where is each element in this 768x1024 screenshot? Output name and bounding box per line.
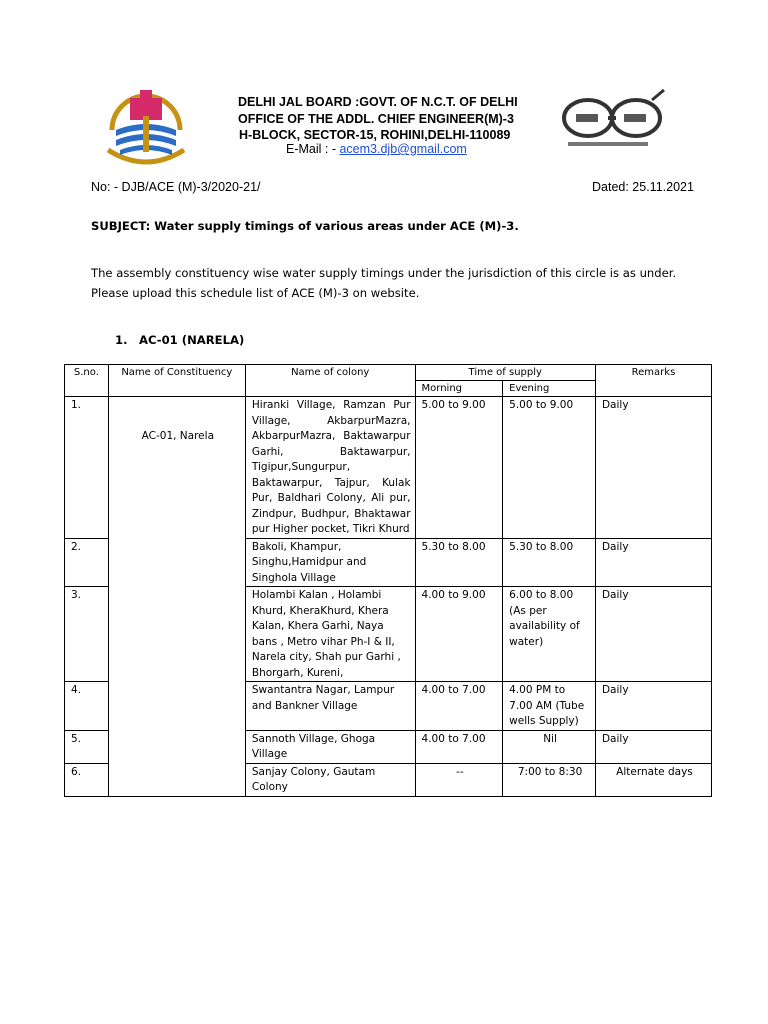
email-label: E-Mail : -	[286, 142, 340, 156]
email-link[interactable]: acem3.djb@gmail.com	[339, 142, 467, 156]
djb-logo-icon	[100, 78, 192, 168]
header-colony: Name of colony	[245, 365, 415, 397]
table-row	[65, 397, 712, 539]
header-constituency: Name of Constituency	[108, 365, 245, 397]
reference-number: No: - DJB/ACE (M)-3/2020-21/	[91, 180, 261, 194]
section-title: AC-01 (NARELA)	[139, 333, 245, 347]
cell-morning: 5.30 to 8.00	[415, 538, 503, 587]
letterhead	[232, 94, 532, 144]
cell-evening: 5.00 to 9.00	[503, 397, 596, 539]
cell-remarks: Daily	[595, 397, 711, 539]
cell-colony: Bakoli, Khampur, Singhu,Hamidpur and Singhola Village	[245, 538, 415, 587]
cell-sno: 4.	[65, 682, 109, 731]
cell-morning: --	[415, 763, 503, 796]
supply-schedule-table	[64, 364, 712, 797]
body-line-1: The assembly constituency wise water supply timings under the jurisdiction of this circle is as under.	[91, 266, 677, 280]
header-time-of-supply: Time of supply	[415, 365, 595, 381]
cell-colony: Swantantra Nagar, Lampur and Bankner Village	[245, 682, 415, 731]
cell-sno: 1.	[65, 397, 109, 539]
subject-line: SUBJECT: Water supply timings of various areas under ACE (M)-3.	[91, 219, 519, 233]
letterhead-line-1: DELHI JAL BOARD :GOVT. OF N.C.T. OF DELHI	[238, 95, 518, 109]
cell-evening: 6.00 to 8.00 (As per availability of water)	[503, 587, 596, 682]
body-paragraph	[91, 263, 731, 303]
cell-remarks: Daily	[595, 730, 711, 763]
header-morning: Morning	[415, 381, 503, 397]
cell-sno: 3.	[65, 587, 109, 682]
cell-sno: 2.	[65, 538, 109, 587]
header-remarks: Remarks	[595, 365, 711, 397]
cell-morning: 4.00 to 7.00	[415, 682, 503, 731]
section-heading	[115, 333, 244, 347]
cell-colony: Sannoth Village, Ghoga Village	[245, 730, 415, 763]
email-line	[286, 142, 467, 156]
section-number: 1.	[115, 333, 128, 347]
cell-sno: 6.	[65, 763, 109, 796]
reference-date: Dated: 25.11.2021	[592, 180, 694, 194]
cell-remarks: Daily	[595, 682, 711, 731]
table-header-row	[65, 365, 712, 381]
letterhead-line-2: OFFICE OF THE ADDL. CHIEF ENGINEER(M)-3	[238, 111, 514, 126]
cell-remarks: Alternate days	[595, 763, 711, 796]
cell-evening: 4.00 PM to 7.00 AM (Tube wells Supply)	[503, 682, 596, 731]
cell-colony: Sanjay Colony, Gautam Colony	[245, 763, 415, 796]
cell-sno: 5.	[65, 730, 109, 763]
cell-evening: 5.30 to 8.00	[503, 538, 596, 587]
header-evening: Evening	[503, 381, 596, 397]
cell-morning: 5.00 to 9.00	[415, 397, 503, 539]
body-line-2: Please upload this schedule list of ACE (M)-3 on website.	[91, 286, 420, 300]
cell-morning: 4.00 to 9.00	[415, 587, 503, 682]
cell-evening: 7:00 to 8:30	[503, 763, 596, 796]
cell-evening: Nil	[503, 730, 596, 763]
cell-colony: Holambi Kalan , Holambi Khurd, KheraKhurd, Khera Kalan, Khera Garhi, Naya bans , Metro vihar Ph-I & II, Narela city, Shah pur Garhi , Bhorgarh, Kureni,	[245, 587, 415, 682]
cell-remarks: Daily	[595, 538, 711, 587]
cell-morning: 4.00 to 7.00	[415, 730, 503, 763]
swachh-bharat-logo-icon	[558, 88, 666, 154]
cell-colony: Hiranki Village, Ramzan Pur Village, AkbarpurMazra, AkbarpurMazra, Baktawarpur Garhi, Baktawarpur, Tigipur,Sungurpur, Baktawarpur, Tajpur, Kulak Pur, Baldhari Colony, Ali pur, Zindpur, Budhpur, Bhaktawar pur Higher pocket, Tikri Khurd	[245, 397, 415, 539]
letterhead-line-3: H-BLOCK, SECTOR-15, ROHINI,DELHI-110089	[239, 128, 511, 142]
cell-remarks: Daily	[595, 587, 711, 682]
cell-constituency: AC-01, Narela	[108, 397, 245, 797]
header-sno: S.no.	[65, 365, 109, 397]
